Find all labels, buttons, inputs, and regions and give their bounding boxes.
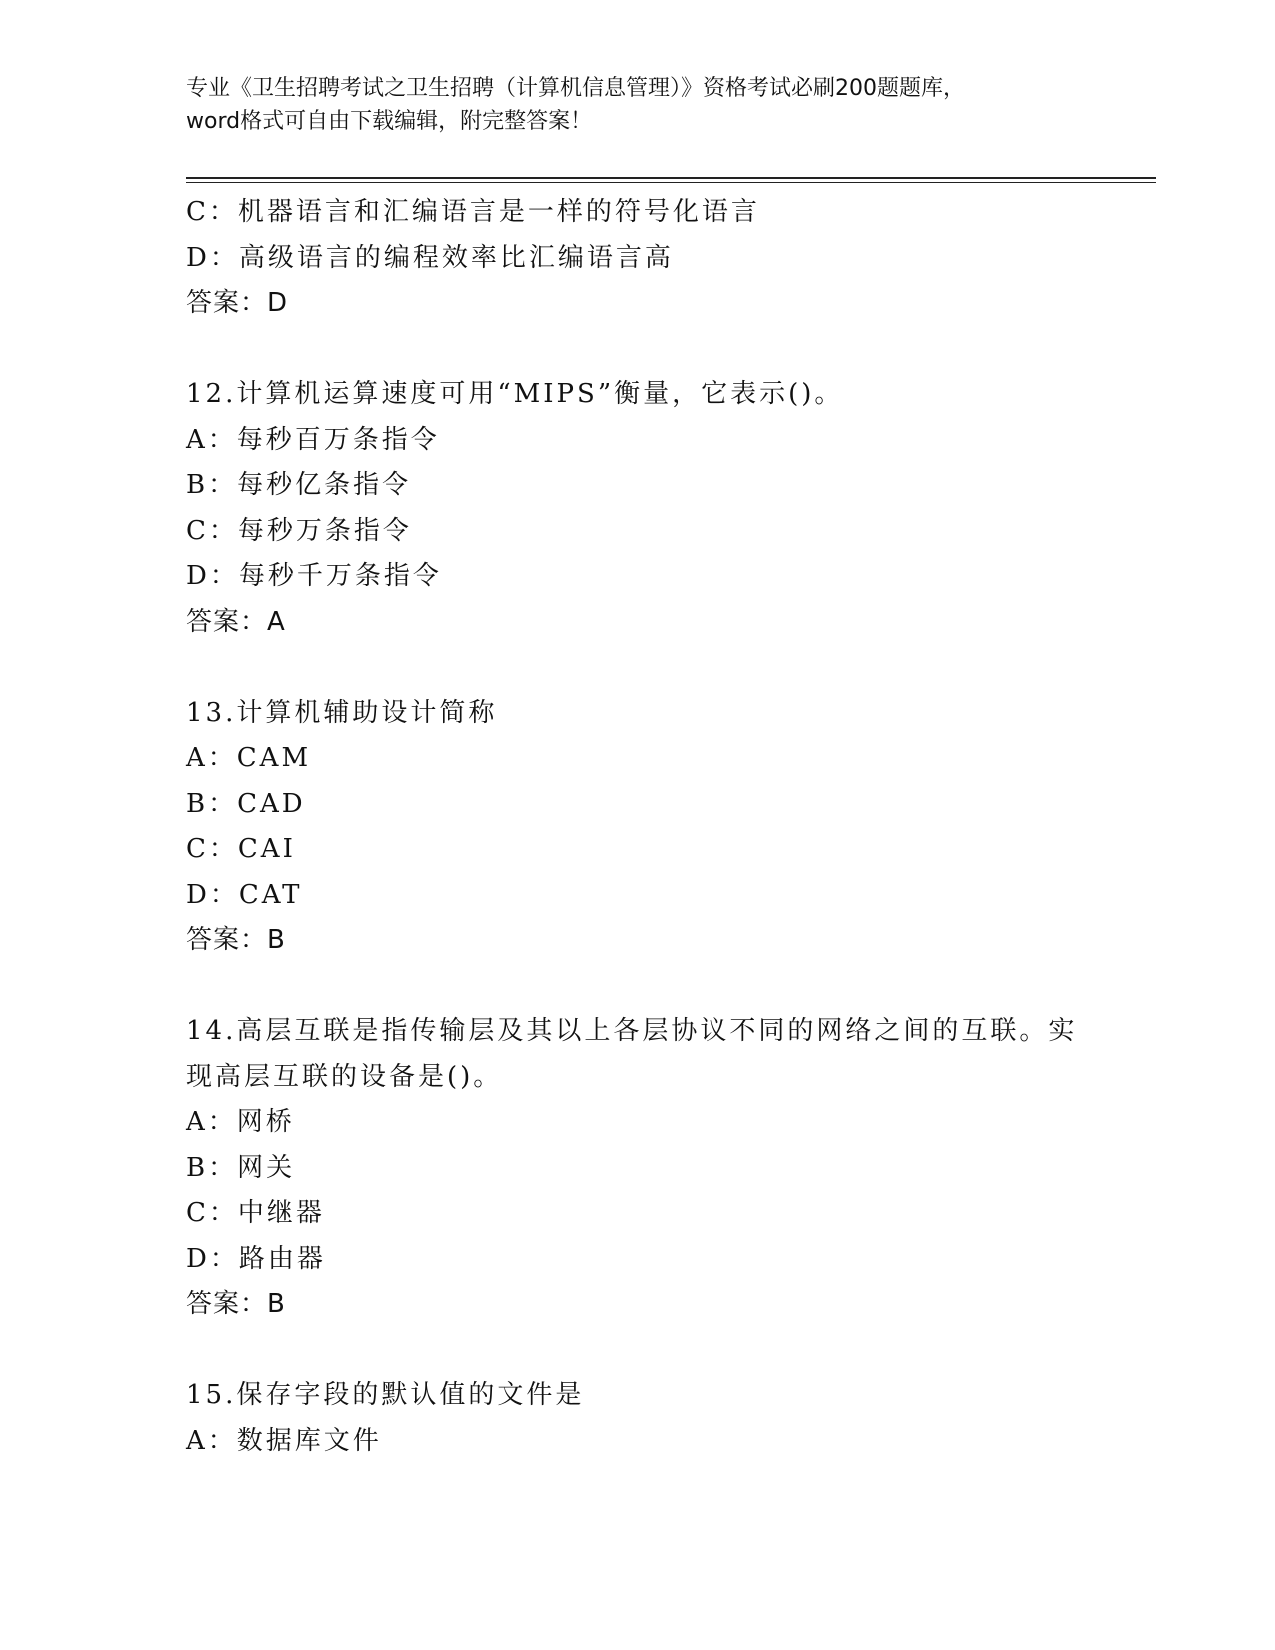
q13-answer: 答案：B xyxy=(186,925,286,955)
spacer xyxy=(186,964,1156,1010)
q12-answer: 答案：A xyxy=(186,606,286,637)
q12-option-a: A：每秒百万条指令 xyxy=(186,424,440,455)
spacer xyxy=(186,327,1156,373)
q14-option-c: C：中继器 xyxy=(186,1198,325,1228)
q15-option-a: A：数据库文件 xyxy=(186,1425,382,1456)
header-divider-thin xyxy=(186,182,1156,183)
q15-question: 15.保存字段的默认值的文件是 xyxy=(186,1380,585,1410)
q13-option-b: B：CAD xyxy=(186,788,306,819)
q14-answer: 答案：B xyxy=(186,1289,286,1319)
q14-option-b: B：网关 xyxy=(186,1152,296,1183)
header-divider-thick xyxy=(186,177,1156,179)
q13-option-a: A：CAM xyxy=(186,743,312,773)
q14-question-line-2: 现高层互联的设备是()。 xyxy=(186,1061,503,1092)
q14-question-line-1: 14.高层互联是指传输层及其以上各层协议不同的网络之间的互联。实 xyxy=(186,1016,1078,1046)
q12-option-c: C：每秒万条指令 xyxy=(186,515,412,546)
q14-option-d: D：路由器 xyxy=(186,1243,326,1274)
q12-question: 12.计算机运算速度可用“MIPS”衡量，它表示()。 xyxy=(186,379,844,409)
q14-option-a: A：网桥 xyxy=(186,1107,295,1137)
spacer xyxy=(186,645,1156,691)
q11-option-d: D：高级语言的编程效率比汇编语言高 xyxy=(186,242,674,273)
document-header xyxy=(186,72,1106,138)
q13-option-c: C：CAI xyxy=(186,834,296,864)
q13-question: 13.计算机辅助设计简称 xyxy=(186,697,498,728)
q11-answer: 答案：D xyxy=(186,288,289,318)
q12-option-d: D：每秒千万条指令 xyxy=(186,561,442,591)
header-line-2: word格式可自由下载编辑，附完整答案！ xyxy=(186,109,593,134)
question-list xyxy=(186,190,1156,1464)
header-line-1: 专业《卫生招聘考试之卫生招聘（计算机信息管理）》资格考试必刷200题题库， xyxy=(186,76,965,101)
spacer xyxy=(186,1328,1156,1374)
q11-option-c: C：机器语言和汇编语言是一样的符号化语言 xyxy=(186,197,760,227)
q12-option-b: B：每秒亿条指令 xyxy=(186,470,412,500)
q13-option-d: D：CAT xyxy=(186,879,303,910)
